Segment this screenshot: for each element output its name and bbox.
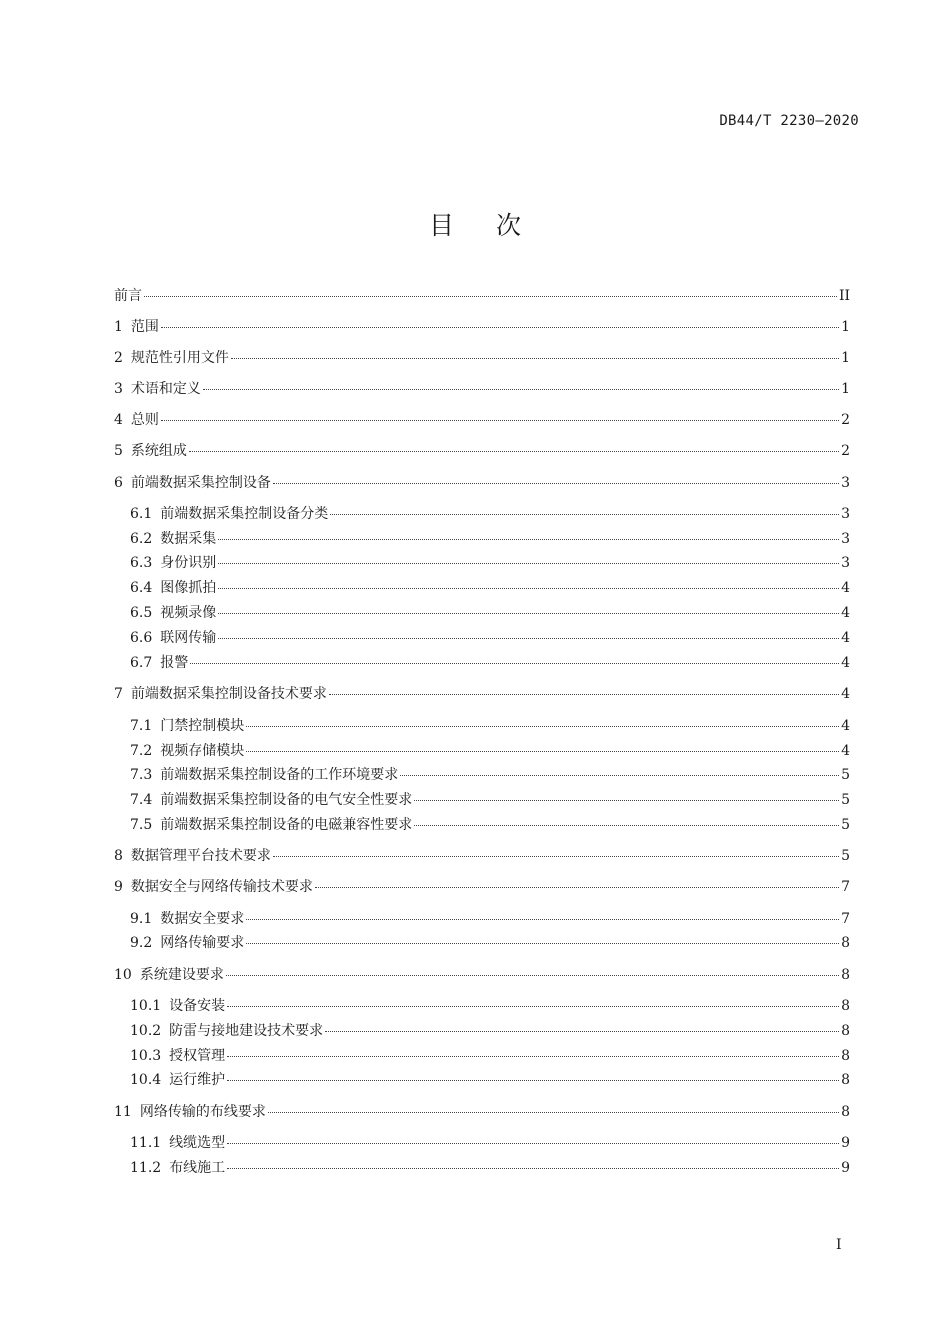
toc-entry-number: 9.1 (130, 911, 153, 927)
toc-entry-page: 3 (841, 475, 850, 491)
page-title: 目次 (428, 211, 563, 240)
toc-entry[interactable] (114, 602, 850, 622)
toc-entry-page: 9 (841, 1135, 850, 1151)
toc-entry[interactable] (114, 683, 850, 703)
toc-entry-number: 7.1 (130, 718, 153, 734)
toc-entry[interactable] (114, 995, 850, 1015)
toc-entry[interactable] (114, 908, 850, 928)
toc-leader-dots (246, 750, 839, 752)
toc-entry-page: 2 (841, 443, 850, 459)
toc-entry-title: 设备安装 (169, 998, 226, 1014)
toc-entry[interactable] (114, 715, 850, 735)
toc-entry-number: 6.7 (130, 655, 153, 671)
toc-entry-label (130, 1132, 225, 1152)
toc-entry[interactable] (114, 440, 850, 460)
toc-entry-number: 6.1 (130, 506, 153, 522)
toc-entry[interactable] (114, 876, 850, 896)
toc-entry-number: 7.5 (130, 817, 153, 833)
toc-entry-page: 8 (841, 935, 850, 951)
toc-leader-dots (329, 693, 839, 695)
toc-entry-page: 8 (841, 1072, 850, 1088)
toc-entry-label (130, 602, 216, 622)
toc-leader-dots (218, 538, 839, 540)
toc-entry[interactable] (114, 627, 850, 647)
toc-entry-number: 8 (114, 848, 123, 864)
toc-entry-label (130, 995, 225, 1015)
toc-entry-page: 9 (841, 1160, 850, 1176)
toc-entry-title: 数据采集 (160, 531, 217, 547)
toc-entry[interactable] (114, 814, 850, 834)
toc-entry-label (130, 740, 244, 760)
toc-entry-title: 总则 (130, 412, 159, 428)
toc-entry-title: 报警 (160, 655, 189, 671)
toc-entry-title: 图像抓拍 (160, 580, 217, 596)
toc-entry-label (114, 964, 224, 984)
toc-entry-label (114, 1101, 266, 1121)
toc-entry-label (114, 440, 187, 460)
toc-entry-page: 8 (841, 998, 850, 1014)
toc-entry-title: 视频录像 (160, 605, 217, 621)
toc-entry-title: 布线施工 (169, 1160, 226, 1176)
toc-entry[interactable] (114, 1132, 850, 1152)
toc-entry-label (130, 932, 244, 952)
toc-entry-label (114, 285, 142, 305)
toc-entry-title: 防雷与接地建设技术要求 (169, 1023, 324, 1039)
toc-entry-page: 1 (841, 381, 850, 397)
toc-entry-page: 8 (841, 1104, 850, 1120)
toc-entry-label (130, 1020, 323, 1040)
toc-entry-page: 5 (841, 848, 850, 864)
toc-entry-number: 6.4 (130, 580, 153, 596)
toc-leader-dots (144, 295, 837, 297)
toc-entry-title: 数据安全与网络传输技术要求 (130, 879, 313, 895)
toc-entry-title: 规范性引用文件 (130, 350, 229, 366)
toc-entry-number: 6.6 (130, 630, 153, 646)
toc-entry-page: 3 (841, 555, 850, 571)
toc-entry-title: 数据管理平台技术要求 (130, 848, 271, 864)
toc-entry-title: 授权管理 (169, 1048, 226, 1064)
toc-entry-label (130, 652, 188, 672)
toc-leader-dots (231, 357, 839, 359)
toc-entry[interactable] (114, 409, 850, 429)
toc-entry-page: 4 (841, 580, 850, 596)
toc-entry-number: 10.1 (130, 998, 162, 1014)
toc-entry-label (130, 627, 216, 647)
toc-entry-title: 门禁控制模块 (160, 718, 245, 734)
toc-leader-dots (189, 450, 839, 452)
toc-entry-label (114, 876, 313, 896)
document-code: DB44/T 2230—2020 (719, 113, 859, 129)
toc-entry-number: 6.2 (130, 531, 153, 547)
toc-leader-dots (268, 1111, 839, 1113)
toc-entry-page: 2 (841, 412, 850, 428)
toc-entry-number: 7 (114, 686, 123, 702)
toc-entry-page: 4 (841, 655, 850, 671)
toc-leader-dots (227, 1055, 839, 1057)
toc-entry-title: 网络传输要求 (160, 935, 245, 951)
toc-entry-page: 7 (841, 879, 850, 895)
toc-entry-page: 4 (841, 743, 850, 759)
toc-leader-dots (315, 886, 839, 888)
toc-entry-number: 10 (114, 967, 132, 983)
toc-entry-label (130, 1045, 225, 1065)
toc-entry-label (130, 908, 244, 928)
toc-leader-dots (414, 824, 839, 826)
toc-entry-label (114, 409, 159, 429)
toc-entry-number: 6.5 (130, 605, 153, 621)
toc-entry-page: 5 (841, 792, 850, 808)
toc-entry-page: II (838, 288, 850, 304)
toc-leader-dots (190, 662, 839, 664)
toc-entry-page: 8 (841, 1048, 850, 1064)
toc-entry-page: 5 (841, 817, 850, 833)
toc-entry-number: 5 (114, 443, 123, 459)
toc-entry-page: 4 (841, 686, 850, 702)
toc-entry-number: 3 (114, 381, 123, 397)
toc-entry-number: 10.2 (130, 1023, 162, 1039)
toc-entry-title: 身份识别 (160, 555, 217, 571)
toc-entry-label (130, 764, 398, 784)
toc-entry-page: 4 (841, 718, 850, 734)
toc-entry-label (130, 814, 412, 834)
toc-leader-dots (161, 419, 839, 421)
toc-entry[interactable] (114, 1157, 850, 1177)
toc-entry-label (114, 472, 271, 492)
toc-leader-dots (218, 587, 839, 589)
toc-entry[interactable] (114, 347, 850, 367)
toc-entry[interactable] (114, 1101, 850, 1121)
toc-entry-title: 前端数据采集控制设备的工作环境要求 (160, 767, 399, 783)
toc-leader-dots (227, 1167, 839, 1169)
toc-entry-title: 视频存储模块 (160, 743, 245, 759)
toc-entry-number: 7.2 (130, 743, 153, 759)
toc-entry-number: 6.3 (130, 555, 153, 571)
toc-entry-page: 1 (841, 350, 850, 366)
toc-entry-label (130, 1157, 225, 1177)
toc-entry-label (130, 503, 328, 523)
toc-entry-number: 7.3 (130, 767, 153, 783)
toc-entry-label (114, 347, 229, 367)
toc-entry-page: 3 (841, 531, 850, 547)
toc-leader-dots (246, 725, 839, 727)
toc-entry-number: 2 (114, 350, 123, 366)
toc-leader-dots (227, 1005, 839, 1007)
toc-entry-title: 术语和定义 (130, 381, 201, 397)
toc-entry-number: 11.1 (130, 1135, 162, 1151)
toc-entry-title: 前端数据采集控制设备的电气安全性要求 (160, 792, 413, 808)
toc-entry[interactable] (114, 1069, 850, 1089)
toc-entry[interactable] (114, 652, 850, 672)
toc-entry-label (114, 316, 159, 336)
toc-entry[interactable] (114, 1020, 850, 1040)
toc-leader-dots (246, 918, 839, 920)
toc-entry-title: 系统组成 (130, 443, 187, 459)
toc-leader-dots (227, 1142, 839, 1144)
toc-entry-page: 4 (841, 630, 850, 646)
toc-entry-number: 9 (114, 879, 123, 895)
toc-entry-label (114, 845, 271, 865)
toc-entry[interactable] (114, 577, 850, 597)
toc-leader-dots (161, 326, 839, 328)
toc-entry-title: 前端数据采集控制设备 (130, 475, 271, 491)
toc-entry-label (114, 378, 201, 398)
toc-entry-page: 7 (841, 911, 850, 927)
toc-entry-label (130, 789, 412, 809)
toc-entry-page: 3 (841, 506, 850, 522)
toc-entry-page: 8 (841, 967, 850, 983)
toc-entry-title: 前端数据采集控制设备分类 (160, 506, 329, 522)
toc-entry[interactable] (114, 964, 850, 984)
toc-leader-dots (226, 974, 839, 976)
toc-entry-page: 1 (841, 319, 850, 335)
toc-entry[interactable] (114, 378, 850, 398)
toc-entry[interactable] (114, 552, 850, 572)
toc-entry-label (130, 528, 216, 548)
toc-entry-title: 运行维护 (169, 1072, 226, 1088)
toc-entry-page: 5 (841, 767, 850, 783)
toc-leader-dots (218, 562, 839, 564)
toc-leader-dots (400, 774, 839, 776)
toc-entry[interactable] (114, 503, 850, 523)
toc-entry-title: 网络传输的布线要求 (139, 1104, 266, 1120)
toc-entry-label (114, 683, 327, 703)
toc-entry[interactable] (114, 932, 850, 952)
toc-entry-label (130, 552, 216, 572)
toc-leader-dots (273, 482, 839, 484)
toc-entry-title: 前言 (114, 288, 142, 304)
toc-entry-title: 联网传输 (160, 630, 217, 646)
page-number: I (836, 1237, 842, 1253)
toc-entry-number: 10.3 (130, 1048, 162, 1064)
toc-leader-dots (246, 942, 839, 944)
toc-entry-page: 8 (841, 1023, 850, 1039)
toc-entry[interactable] (114, 528, 850, 548)
toc-entry-label (130, 1069, 225, 1089)
toc-entry-label (130, 577, 216, 597)
toc-entry-title: 系统建设要求 (139, 967, 224, 983)
toc-leader-dots (218, 637, 839, 639)
toc-entry[interactable] (114, 285, 850, 305)
toc-leader-dots (330, 513, 839, 515)
toc-leader-dots (273, 855, 839, 857)
toc-entry[interactable] (114, 764, 850, 784)
toc-leader-dots (227, 1079, 839, 1081)
toc-entry[interactable] (114, 472, 850, 492)
toc-entry-number: 1 (114, 319, 123, 335)
toc-entry-title: 前端数据采集控制设备的电磁兼容性要求 (160, 817, 413, 833)
toc-entry[interactable] (114, 1045, 850, 1065)
toc-entry-label (130, 715, 244, 735)
toc-entry[interactable] (114, 845, 850, 865)
toc-entry-number: 7.4 (130, 792, 153, 808)
toc-entry-number: 11.2 (130, 1160, 162, 1176)
toc-entry[interactable] (114, 740, 850, 760)
toc-entry-number: 4 (114, 412, 123, 428)
toc-leader-dots (414, 799, 839, 801)
toc-entry-title: 线缆选型 (169, 1135, 226, 1151)
toc-entry-page: 4 (841, 605, 850, 621)
toc-entry[interactable] (114, 789, 850, 809)
toc-entry-number: 9.2 (130, 935, 153, 951)
toc-leader-dots (218, 612, 839, 614)
toc-entry-title: 数据安全要求 (160, 911, 245, 927)
toc-entry-number: 11 (114, 1104, 132, 1120)
toc-entry[interactable] (114, 316, 850, 336)
toc-entry-number: 10.4 (130, 1072, 162, 1088)
toc-entry-title: 前端数据采集控制设备技术要求 (130, 686, 327, 702)
toc-leader-dots (203, 388, 839, 390)
toc-entry-number: 6 (114, 475, 123, 491)
toc-leader-dots (325, 1030, 839, 1032)
toc-entry-title: 范围 (130, 319, 159, 335)
